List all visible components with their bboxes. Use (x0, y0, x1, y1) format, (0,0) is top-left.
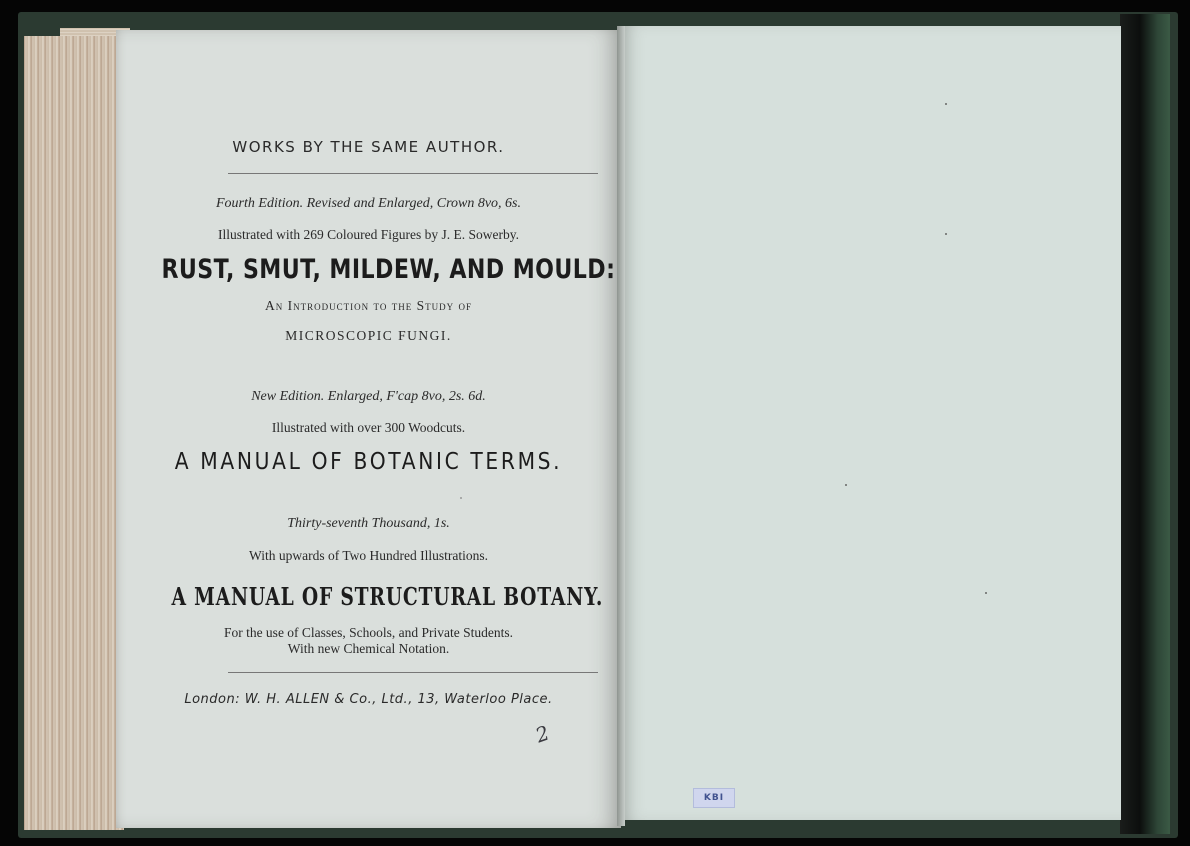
book1-illustrations: Illustrated with 269 Coloured Figures by J. E. Sowerby. (218, 227, 519, 242)
page-block-edges (24, 36, 124, 830)
book3-note-line1: For the use of Classes, Schools, and Private Students. (223, 625, 514, 640)
foxing-spot (460, 497, 462, 499)
book2-illustrations: Illustrated with over 300 Woodcuts. (271, 420, 466, 435)
foxing-spot (945, 233, 947, 235)
book3-illustrations: With upwards of Two Hundred Illustrations. (249, 548, 488, 563)
foxing-spot (985, 592, 987, 594)
book3-edition: Thirty-seventh Thousand, 1s. (287, 516, 450, 531)
book2-edition: New Edition. Enlarged, F'cap 8vo, 2s. 6d. (251, 389, 486, 404)
book3-title: A MANUAL OF STRUCTURAL BOTANY. (171, 582, 604, 611)
book1-title: RUST, SMUT, MILDEW, AND MOULD: (161, 254, 616, 285)
book1-subtitle-line1: An Introduction to the Study of (265, 298, 472, 313)
foxing-spot (945, 103, 947, 105)
handwritten-folio: 2 (532, 720, 553, 748)
book1-subtitle-line2: MICROSCOPIC FUNGI. (285, 328, 452, 343)
page-heading: WORKS BY THE SAME AUTHOR. (232, 138, 505, 156)
publisher-imprint: London: W. H. ALLEN & Co., Ltd., 13, Waterloo Place. (184, 692, 553, 707)
foxing-spot (845, 484, 847, 486)
library-stamp (693, 788, 735, 808)
book1-edition: Fourth Edition. Revised and Enlarged, Crown 8vo, 6s. (216, 196, 521, 211)
divider-top (228, 173, 598, 174)
library-stamp-text: KBI (703, 793, 725, 803)
divider-bottom (228, 672, 598, 673)
right-page (621, 26, 1121, 820)
book-back-edge (1120, 14, 1170, 834)
book2-title: A MANUAL OF BOTANIC TERMS. (174, 449, 563, 475)
book3-note-line2: With new Chemical Notation. (287, 641, 450, 656)
